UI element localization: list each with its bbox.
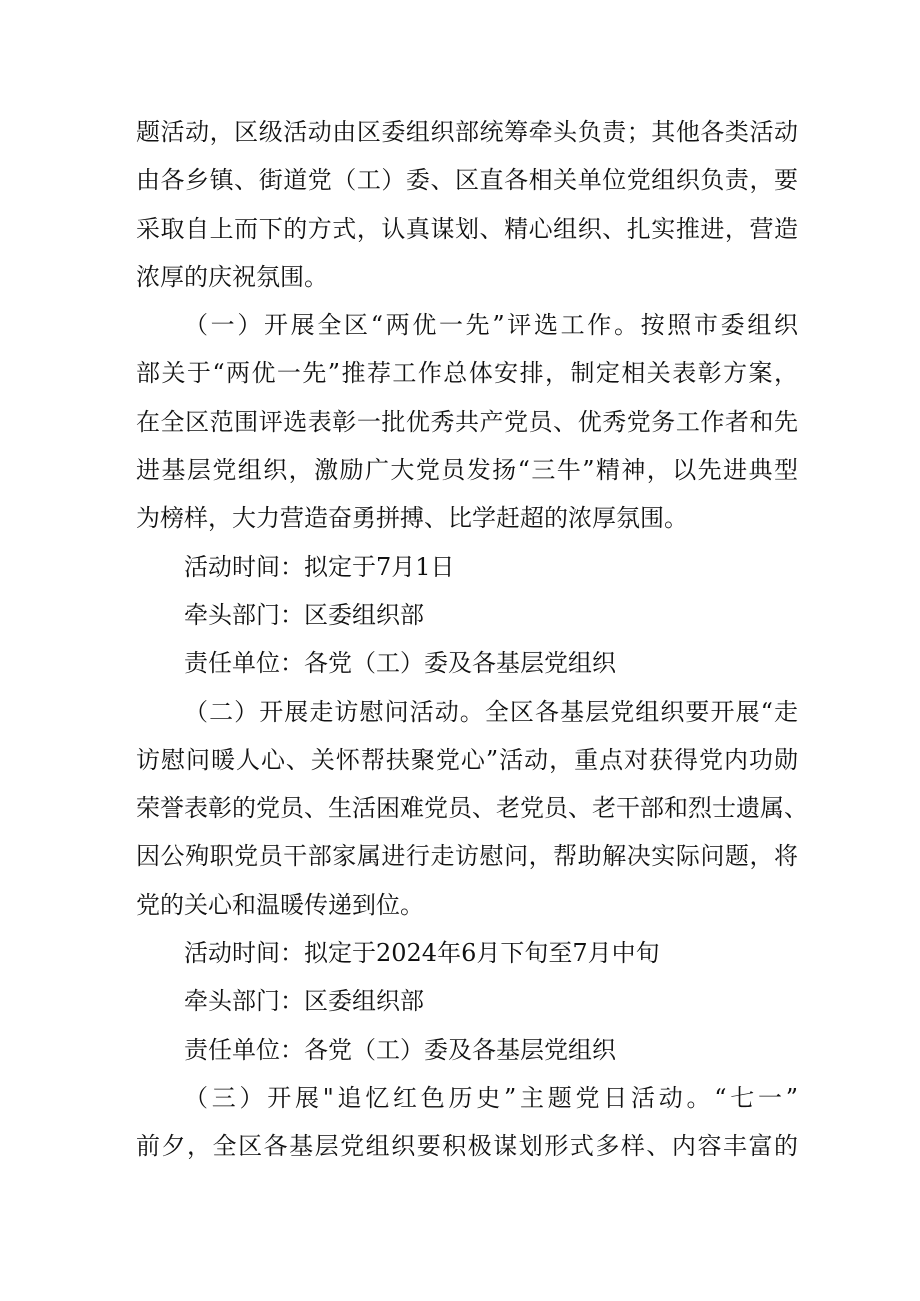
text-line: 因公殉职党员干部家属进行走访慰问，帮助解决实际问题，将: [136, 842, 798, 871]
document-body: [136, 108, 808, 1171]
text-line: 荣誉表彰的党员、生活困难党员、老党员、老干部和烈士遗属、: [136, 794, 808, 823]
text-line: 在全区范围评选表彰一批优秀共产党员、优秀党务工作者和先: [136, 407, 798, 436]
responsible-unit-field: 责任单位：各党（工）委及各基层党组织: [184, 649, 616, 678]
text-line: 采取自上而下的方式，认真谋划、精心组织、扎实推进，营造: [136, 214, 798, 243]
section-heading-line: （二）开展走访慰问活动。全区各基层党组织要开展“走: [184, 697, 798, 726]
section-2-fields: [136, 929, 798, 1074]
section-1-paragraph: [136, 301, 798, 542]
text-line: 访慰问暖人心、关怀帮扶聚党心”活动，重点对获得党内功勋: [136, 745, 798, 774]
section-1-fields: [136, 543, 798, 688]
text-line: 部关于“两优一先”推荐工作总体安排，制定相关表彰方案，: [136, 359, 798, 388]
lead-department-field: 牵头部门：区委组织部: [184, 987, 424, 1016]
section-heading-line: （三）开展"追忆红色历史”主题党日活动。“七一”: [184, 1083, 798, 1112]
activity-time-field: 活动时间：拟定于2024年6月下旬至7月中旬: [184, 939, 660, 968]
text-line: 浓厚的庆祝氛围。: [136, 262, 328, 291]
section-3-paragraph: [136, 1074, 798, 1171]
responsible-unit-field: 责任单位：各党（工）委及各基层党组织: [184, 1035, 616, 1064]
intro-paragraph: [136, 108, 798, 301]
text-line: 党的关心和温暖传递到位。: [136, 890, 424, 919]
lead-department-field: 牵头部门：区委组织部: [184, 600, 424, 629]
text-line: 为榜样，大力营造奋勇拼搏、比学赶超的浓厚氛围。: [136, 504, 688, 533]
text-line: 由各乡镇、街道党（工）委、区直各相关单位党组织负责，要: [136, 166, 798, 195]
text-line: 题活动，区级活动由区委组织部统筹牵头负责；其他各类活动: [136, 118, 798, 146]
section-2-paragraph: [136, 688, 808, 929]
activity-time-field: 活动时间：拟定于7月1日: [184, 552, 455, 581]
text-line: 进基层党组织，激励广大党员发扬“三牛”精神，以先进典型: [136, 456, 798, 485]
section-heading-line: （一）开展全区“两优一先”评选工作。按照市委组织: [184, 311, 798, 340]
text-line: 前夕，全区各基层党组织要积极谋划形式多样、内容丰富的: [136, 1132, 798, 1161]
